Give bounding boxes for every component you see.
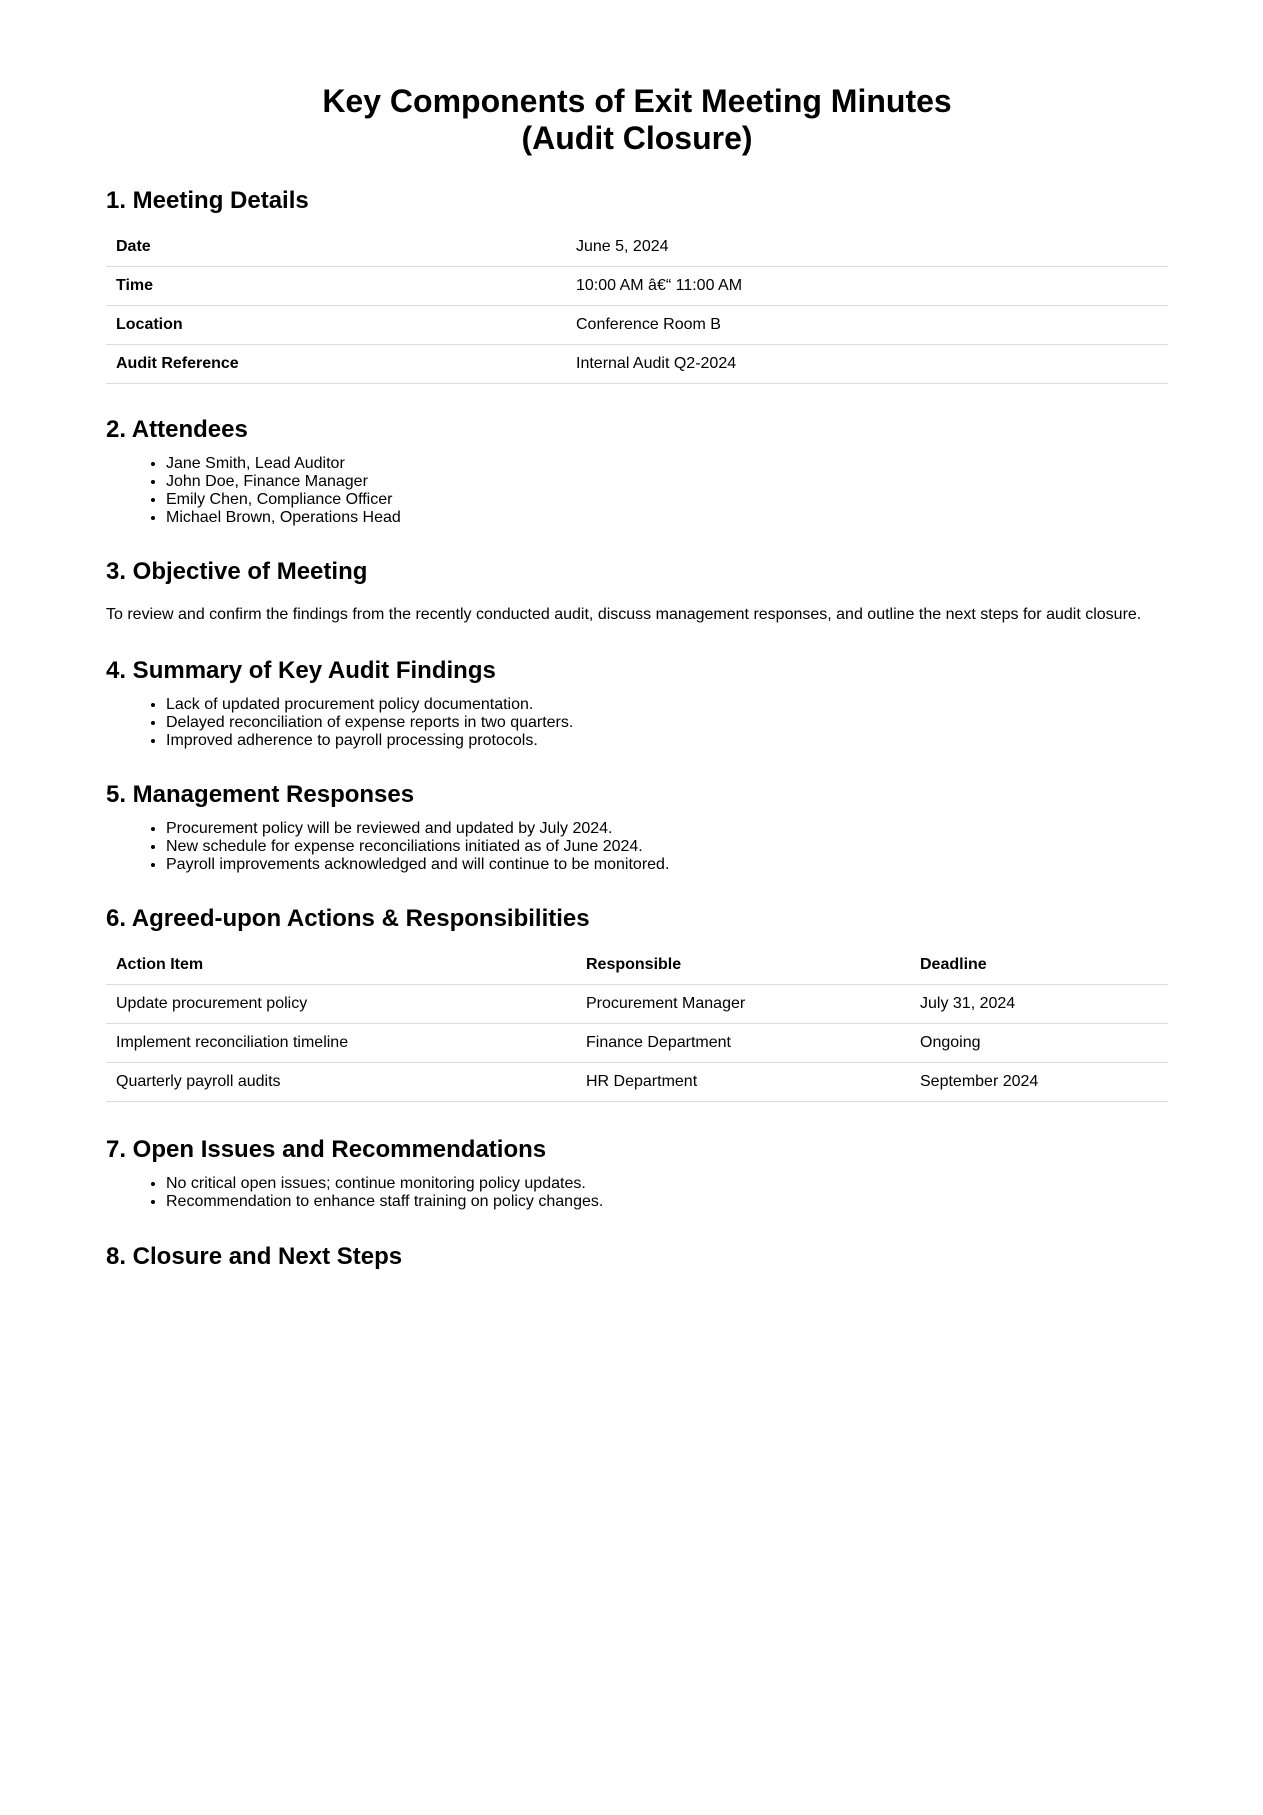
table-row: [106, 1063, 1168, 1102]
document-title: [106, 0, 1168, 157]
objective-heading: 3. Objective of Meeting: [106, 558, 368, 585]
detail-value: 10:00 AM â€“ 11:00 AM: [566, 267, 1168, 306]
open-issues-list: [106, 1175, 1168, 1211]
findings-heading: 4. Summary of Key Audit Findings: [106, 657, 496, 684]
responses-list: [106, 820, 1168, 874]
responsible-cell: Finance Department: [576, 1024, 910, 1063]
list-item: • Michael Brown, Operations Head: [166, 509, 1168, 527]
table-row: [106, 985, 1168, 1024]
attendees-heading: 2. Attendees: [106, 416, 248, 443]
detail-label: Time: [106, 267, 566, 306]
detail-label: Location: [106, 306, 566, 345]
objective-text: To review and confirm the findings from the recently conducted audit, discuss management responses, and outline the next steps for audit closure.: [106, 606, 1142, 623]
responses-section: [106, 780, 1168, 874]
table-row: [106, 228, 1168, 267]
responses-heading: 5. Management Responses: [106, 781, 415, 808]
table-row: [106, 1024, 1168, 1063]
list-item: • Payroll improvements acknowledged and will continue to be monitored.: [166, 856, 1168, 874]
actions-table: [106, 946, 1168, 1102]
deadline-cell: July 31, 2024: [910, 985, 1168, 1024]
objective-section: [106, 557, 1168, 625]
list-item: • Delayed reconciliation of expense reports in two quarters.: [166, 714, 1168, 732]
actions-section: [106, 904, 1168, 1102]
table-header-row: [106, 946, 1168, 985]
actions-heading: 6. Agreed-upon Actions & Responsibilities: [106, 905, 590, 932]
detail-value: Internal Audit Q2-2024: [566, 345, 1168, 384]
list-item: • Recommendation to enhance staff training on policy changes.: [166, 1193, 1168, 1211]
responsible-cell: Procurement Manager: [576, 985, 910, 1024]
table-row: [106, 345, 1168, 384]
closure-heading: 8. Closure and Next Steps: [106, 1243, 403, 1270]
detail-value: Conference Room B: [566, 306, 1168, 345]
table-row: [106, 306, 1168, 345]
attendees-list: [106, 455, 1168, 527]
deadline-cell: September 2024: [910, 1063, 1168, 1102]
action-item-cell: Implement reconciliation timeline: [106, 1024, 576, 1063]
list-item: • Procurement policy will be reviewed and updated by July 2024.: [166, 820, 1168, 838]
open-issues-heading: 7. Open Issues and Recommendations: [106, 1136, 547, 1163]
list-item: • Improved adherence to payroll processing protocols.: [166, 732, 1168, 750]
list-item: • Jane Smith, Lead Auditor: [166, 455, 1168, 473]
attendees-section: [106, 415, 1168, 527]
action-item-cell: Update procurement policy: [106, 985, 576, 1024]
detail-label: Date: [106, 228, 566, 267]
meeting-details-section: [106, 186, 1168, 384]
detail-label: Audit Reference: [106, 345, 566, 384]
column-header-responsible: Responsible: [576, 946, 910, 985]
title-line-2: (Audit Closure): [521, 120, 753, 156]
meeting-details-heading: 1. Meeting Details: [106, 187, 309, 214]
column-header-deadline: Deadline: [910, 946, 1168, 985]
findings-list: [106, 696, 1168, 750]
list-item: • New schedule for expense reconciliations initiated as of June 2024.: [166, 838, 1168, 856]
list-item: • John Doe, Finance Manager: [166, 473, 1168, 491]
list-item: • No critical open issues; continue monitoring policy updates.: [166, 1175, 1168, 1193]
meeting-details-table: [106, 228, 1168, 384]
closure-section: [106, 1242, 1168, 1272]
table-row: [106, 267, 1168, 306]
action-item-cell: Quarterly payroll audits: [106, 1063, 576, 1102]
document-page: [106, 0, 1168, 1272]
list-item: • Lack of updated procurement policy documentation.: [166, 696, 1168, 714]
column-header-action-item: Action Item: [106, 946, 576, 985]
title-line-1: Key Components of Exit Meeting Minutes: [322, 83, 952, 119]
findings-section: [106, 656, 1168, 750]
open-issues-section: [106, 1135, 1168, 1211]
detail-value: June 5, 2024: [566, 228, 1168, 267]
list-item: • Emily Chen, Compliance Officer: [166, 491, 1168, 509]
responsible-cell: HR Department: [576, 1063, 910, 1102]
deadline-cell: Ongoing: [910, 1024, 1168, 1063]
